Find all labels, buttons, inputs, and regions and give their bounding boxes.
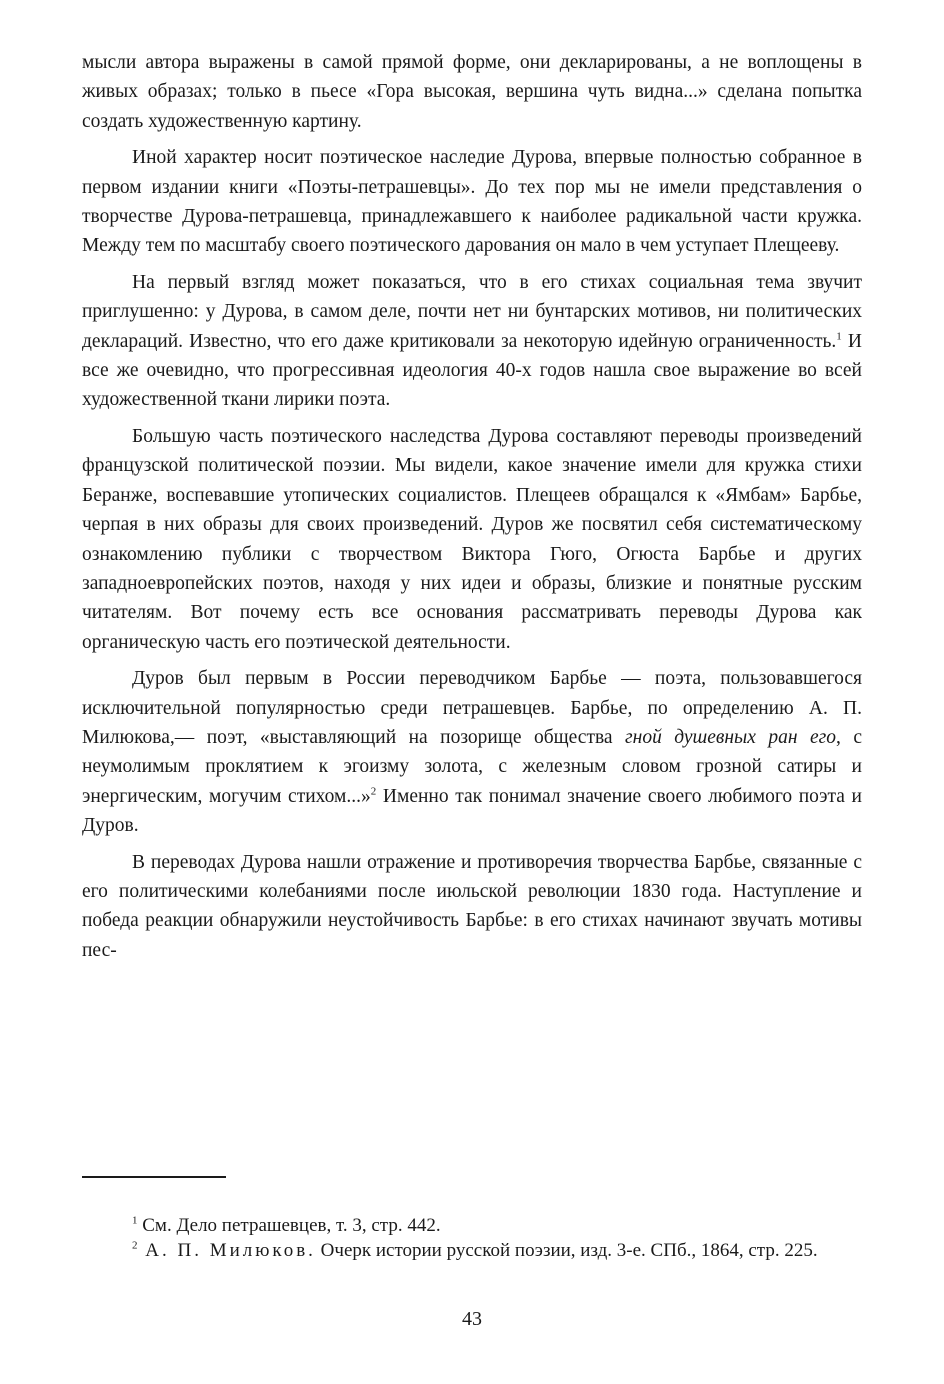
footnote-1-text: См. Дело петрашевцев, т. 3, стр. 442. [137,1215,441,1236]
paragraph-5 [82,664,862,840]
page-number: 43 [462,1308,482,1330]
paragraph-3-rest: И все же очевидно, что прогрессивная идеология 40-х годов нашла свое выражение во всей художественной ткани лирики поэта. [82,330,862,411]
footnote-2 [82,1238,862,1263]
footnote-1-mark: 1 [132,1214,138,1227]
paragraph-3-text: На первый взгляд может показаться, что в его стихах социальная тема звучит приглушенно: у Дурова, в самом деле, почти нет ни бунтарских мотивов, ни политических деклараций. Известно, что его даже критиковали за некоторую идейную ограниченность. [82,271,862,352]
footnote-2-author: А. П. Милюков. [137,1240,316,1261]
paragraph-5-italic: гной душевных ран его [625,726,837,748]
paragraph-4: Большую часть поэтического наследства Дурова составляют переводы произведений французской политической поэзии. Мы видели, какое значение имели для кружка стихи Беранже, воспевавшие утопических социалистов. Плещеев обращался к «Ямбам» Барбье, черпая в них образы для своих произведений. Дуров же посвятил себя систематическому ознакомлению публики с творчеством Виктора Гюго, Огюста Барбье и других западноевропейских поэтов, находя у них идеи и образы, близкие и понятные русским читателям. Вот почему есть все основания рассматривать переводы Дурова как органическую часть его поэтической деятельности. [82,425,862,653]
footnote-1 [82,1213,862,1238]
footnote-ref-2[interactable]: 2 [370,785,377,798]
footnotes [82,1213,862,1263]
paragraph-3 [82,268,862,415]
footnote-separator [82,1176,226,1178]
main-text [82,48,862,965]
footnote-2-text: Очерк истории русской поэзии, изд. 3-е. СПб., 1864, стр. 225. [315,1240,818,1261]
paragraph-2: Иной характер носит поэтическое наследие Дурова, впервые полностью собранное в первом издании книги «Поэты-петрашевцы». До тех пор мы не имели представления о творчестве Дурова-петрашевца, принадлежавшего к наиболее радикальной части кружка. Между тем по масштабу своего поэтического дарования он мало в чем уступает Плещееву. [82,147,862,257]
footnote-ref-1[interactable]: 1 [836,330,842,343]
paragraph-6: В переводах Дурова нашли отражение и противоречия творчества Барбье, связанные с его политическими колебаниями после июльской революции 1830 года. Наступление и победа реакции обнаружили неустойчивость Барбье: в его стихах начинают звучать мотивы пес- [82,851,862,961]
paragraph-5-part-c: Именно так понимал значение своего любимого поэта и Дуров. [82,785,862,837]
paragraph-5-part-b: , с неумолимым проклятием к эгоизму золота, с железным словом грозной сатиры и энергическим, могучим стихом...» [82,726,862,807]
paragraph-5-part-a: Дуров был первым в России переводчиком Барбье — поэта, пользовавшегося исключительной популярностью среди петрашевцев. Барбье, по определению А. П. Милюкова,— поэт, «выставляющий на позорище общества [82,668,862,748]
footnote-2-mark: 2 [132,1239,138,1252]
paragraph-1: мысли автора выражены в самой прямой форме, они декларированы, а не воплощены в живых образах; только в пьесе «Гора высокая, вершина чуть видна...» сделана попытка создать художественную картину. [82,52,862,132]
